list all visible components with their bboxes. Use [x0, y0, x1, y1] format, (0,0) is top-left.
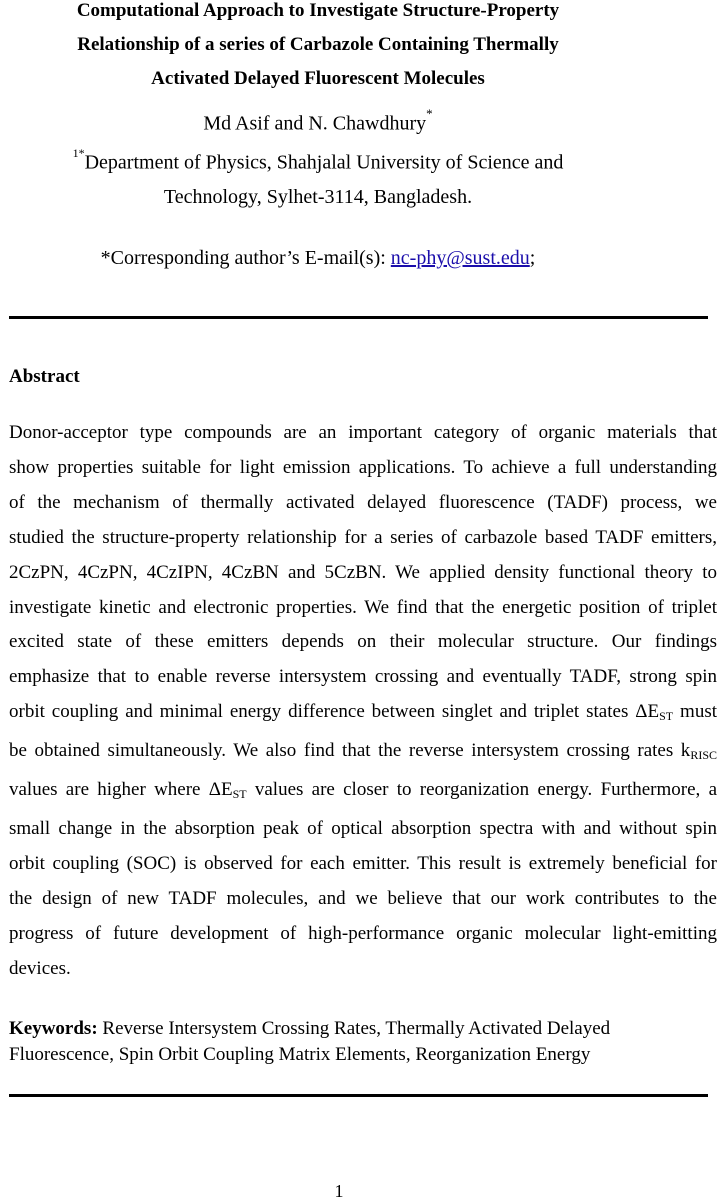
abstract-line: orbit coupling (SOC) is observed for each emitter. This result is extremely beneficial for — [9, 852, 717, 874]
keywords-line-1: Reverse Intersystem Crossing Rates, Thermally Activated Delayed — [97, 1018, 611, 1039]
abstract-line: of the mechanism of thermally activated delayed fluorescence (TADF) process, we — [9, 491, 717, 513]
keywords-line-2: Fluorescence, Spin Orbit Coupling Matrix Elements, Reorganization Energy — [9, 1044, 591, 1065]
paper-title — [0, 0, 636, 96]
title-line-3: Activated Delayed Fluorescent Molecules — [151, 68, 485, 89]
correspondence-trailing: ; — [529, 247, 536, 269]
abstract-line-delta-est: orbit coupling and minimal energy difference between singlet and triplet states $\Delta E_{ST}$ must — [9, 701, 717, 724]
affiliation — [0, 140, 636, 214]
correspondence-label: *Corresponding author’s E-mail(s): — [100, 247, 391, 269]
abstract-line: show properties suitable for light emission applications. To achieve a full understanding — [9, 456, 717, 478]
abstract-line: studied the structure-property relationship for a series of carbazole based TADF emitters, — [9, 526, 717, 548]
affiliation-line-2: Technology, Sylhet-3114, Bangladesh. — [163, 185, 473, 208]
abstract-line: progress of future development of high-performance organic molecular light-emitting — [9, 922, 717, 944]
bottom-divider — [9, 1094, 708, 1097]
abstract-line-krisc: be obtained simultaneously. We also find that the reverse intersystem crossing rates $k_{RISC}$ — [9, 740, 717, 763]
abstract-heading: Abstract — [9, 366, 80, 387]
abstract-line: Donor-acceptor type compounds are an important category of organic materials that — [9, 422, 717, 443]
author-names: Md Asif and N. Chawdhury — [203, 112, 427, 135]
top-divider — [9, 316, 708, 319]
page-number: 1 — [334, 1181, 344, 1201]
title-line-2: Relationship of a series of Carbazole Containing Thermally — [77, 34, 559, 55]
abstract-line: excited state of these emitters depends on their molecular structure. Our findings — [9, 631, 717, 653]
author-mark: * — [426, 106, 433, 121]
abstract-last-line: devices. — [9, 957, 71, 979]
abstract-line: investigate kinetic and electronic properties. We find that the energetic position of triplet — [9, 596, 717, 618]
keywords-label: Keywords: — [9, 1018, 98, 1039]
affiliation-line-1: Department of Physics, Shahjalal University of Science and — [84, 151, 564, 174]
title-line-1: Computational Approach to Investigate Structure-Property — [76, 0, 560, 21]
abstract-line: small change in the absorption peak of optical absorption spectra with and without spin — [9, 817, 717, 839]
abstract-body — [9, 416, 717, 987]
abstract-line: the design of new TADF molecules, and we believe that our work contributes to the — [9, 887, 717, 909]
correspondence — [0, 244, 636, 272]
abstract-line: 2CzPN, 4CzPN, 4CzIPN, 4CzBN and 5CzBN. We applied density functional theory to — [9, 561, 717, 583]
abstract-line-delta-est-2: values are higher where $\Delta E_{ST}$ values are closer to reorganization energy. Furthermore, a — [9, 779, 717, 802]
keywords — [9, 1016, 709, 1068]
abstract-line: emphasize that to enable reverse intersystem crossing and eventually TADF, strong spin — [9, 666, 717, 688]
email-link[interactable]: nc-phy@sust.edu — [390, 247, 530, 269]
affiliation-mark: 1* — [72, 146, 85, 160]
author-list — [0, 104, 636, 138]
